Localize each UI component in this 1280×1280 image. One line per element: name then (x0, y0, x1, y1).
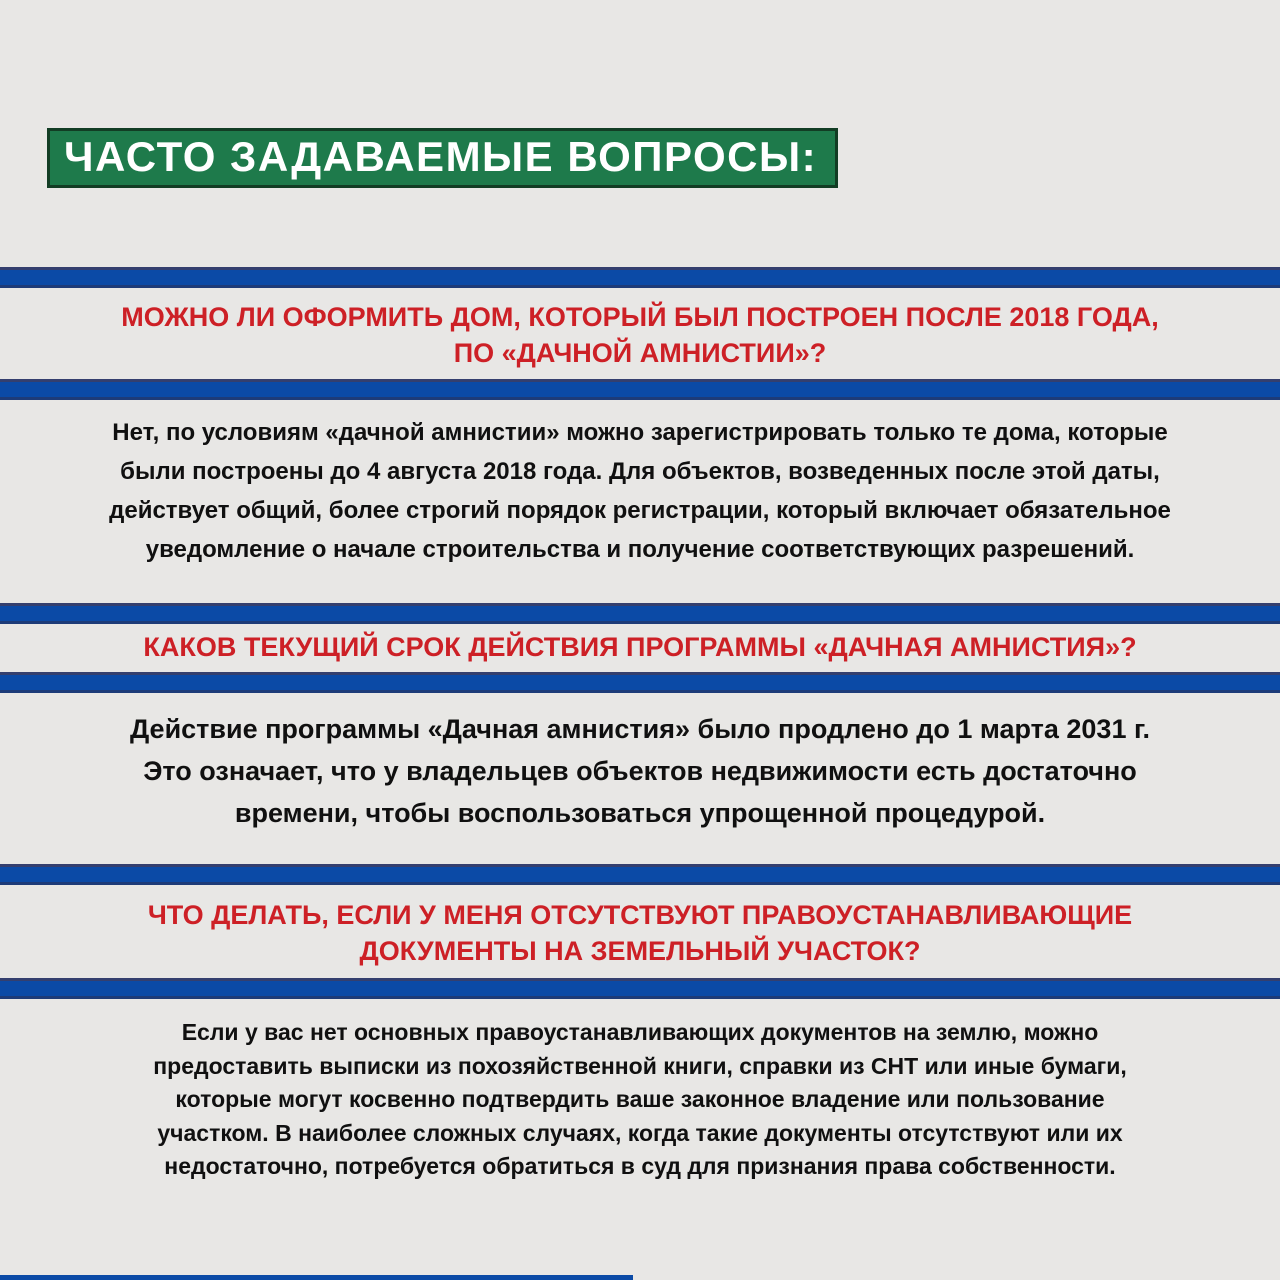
answer-3-line-2: предоставить выписки из похозяйственной книги, справки из СНТ или иные бумаги, (153, 1052, 1127, 1079)
page-title: ЧАСТО ЗАДАВАЕМЫЕ ВОПРОСЫ: (47, 128, 838, 188)
answer-3-line-3: которые могут косвенно подтвердить ваше законное владение или пользование (175, 1086, 1105, 1112)
answer-1 (0, 400, 1280, 569)
answer-3 (0, 999, 1280, 1184)
answer-2 (0, 693, 1280, 834)
answer-3-line-4: участком. В наиболее сложных случаях, когда такие документы отсутствуют или их (157, 1119, 1123, 1146)
answer-1-line-4: уведомление о начале строительства и получение соответствующих разрешений. (145, 536, 1135, 563)
answer-2-line-3: времени, чтобы воспользоваться упрощенной процедурой. (234, 798, 1046, 828)
section-divider (0, 603, 1280, 624)
question-1-line-1: МОЖНО ЛИ ОФОРМИТЬ ДОМ, КОТОРЫЙ БЫЛ ПОСТРОЕН ПОСЛЕ 2018 ГОДА, (121, 302, 1159, 332)
question-1-line-2: ПО «ДАЧНОЙ АМНИСТИИ»? (453, 338, 827, 368)
question-3-line-1: ЧТО ДЕЛАТЬ, ЕСЛИ У МЕНЯ ОТСУТСТВУЮТ ПРАВОУСТАНАВЛИВАЮЩИЕ (147, 900, 1133, 930)
question-2-line-1: КАКОВ ТЕКУЩИЙ СРОК ДЕЙСТВИЯ ПРОГРАММЫ «ДАЧНАЯ АМНИСТИЯ»? (143, 632, 1137, 662)
question-3-line-2: ДОКУМЕНТЫ НА ЗЕМЕЛЬНЫЙ УЧАСТОК? (359, 936, 921, 966)
answer-3-line-1: Если у вас нет основных правоустанавливающих документов на землю, можно (181, 1019, 1099, 1045)
question-2 (0, 624, 1280, 672)
section-divider (0, 267, 1280, 288)
section-divider (0, 672, 1280, 693)
section-divider (0, 864, 1280, 885)
footer-accent-bar (0, 1275, 633, 1280)
answer-1-line-3: действует общий, более строгий порядок регистрации, который включает обязательное (109, 497, 1171, 524)
section-divider (0, 978, 1280, 999)
section-divider (0, 379, 1280, 400)
answer-1-line-2: были построены до 4 августа 2018 года. Для объектов, возведенных после этой даты, (120, 458, 1160, 485)
question-3 (0, 885, 1280, 978)
answer-2-line-1: Действие программы «Дачная амнистия» было продлено до 1 марта 2031 г. (129, 714, 1151, 744)
answer-1-line-1: Нет, по условиям «дачной амнистии» можно зарегистрировать только те дома, которые (112, 419, 1168, 446)
answer-2-line-2: Это означает, что у владельцев объектов недвижимости есть достаточно (143, 756, 1137, 786)
question-1 (0, 288, 1280, 379)
answer-3-line-5: недостаточно, потребуется обратиться в суд для признания права собственности. (164, 1153, 1116, 1179)
